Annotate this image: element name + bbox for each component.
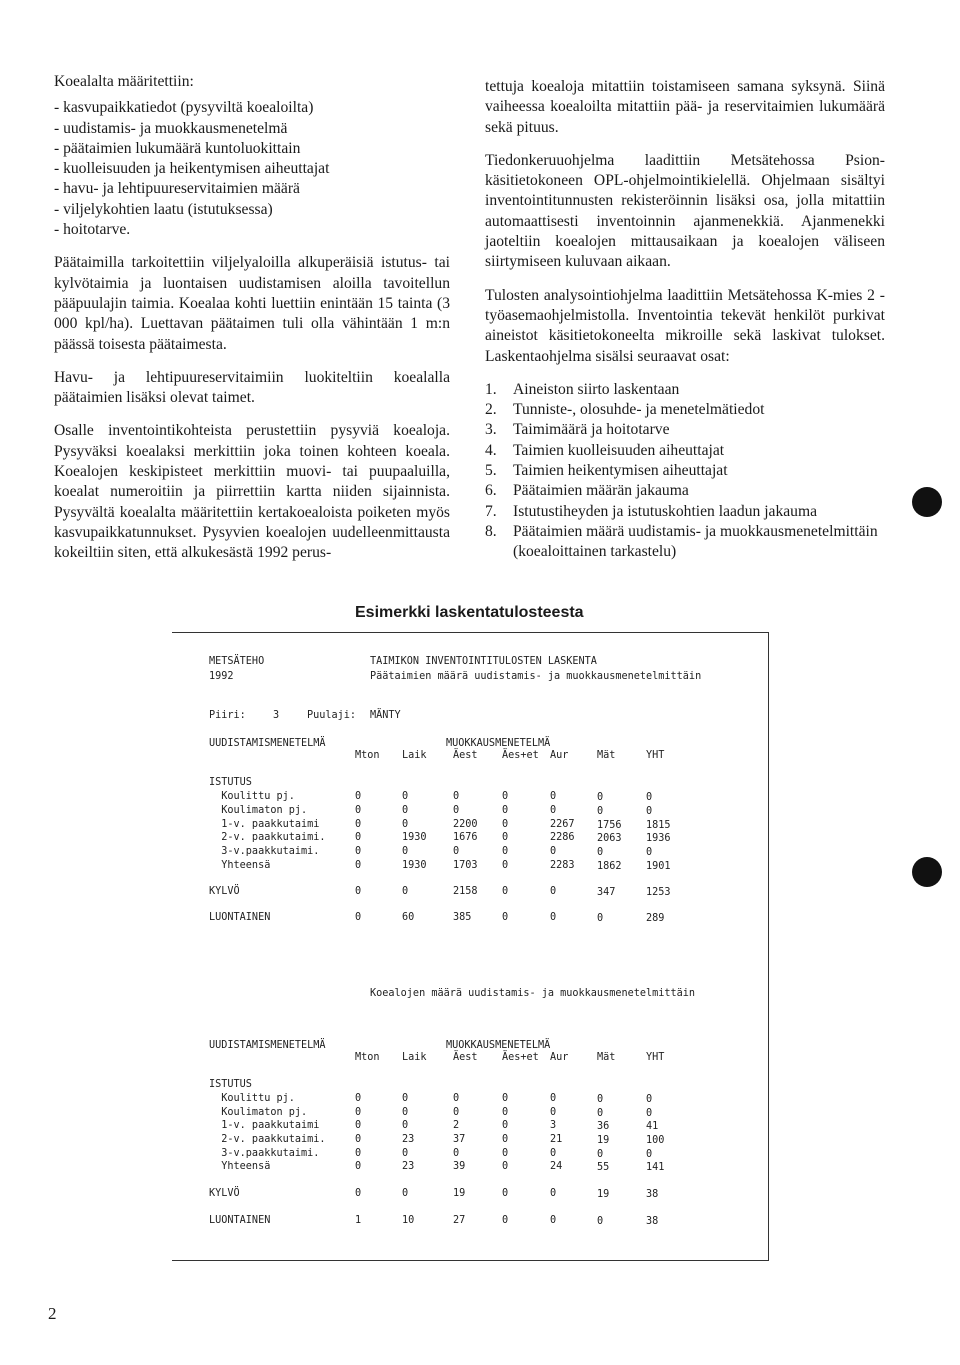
table-cell: 2286	[550, 832, 575, 843]
table-cell: 0	[502, 860, 509, 871]
table-cell: 19	[597, 1189, 610, 1200]
item-number: 3.	[485, 421, 497, 439]
table-cell: 0	[453, 1107, 460, 1118]
table-cell: 0	[550, 1148, 557, 1159]
table-cell: 0	[355, 1134, 362, 1145]
item-text: Päätaimien määrän jakauma	[513, 482, 689, 500]
table-cell: 0	[402, 1120, 409, 1131]
table-cell: 1901	[646, 861, 671, 872]
item-text: Päätaimien määrä uudistamis- ja muokkausmenetelmittäin (koealoittainen tarkastelu)	[513, 522, 878, 561]
table-cell: 0	[550, 912, 557, 923]
row-label: Koulittu pj.	[209, 791, 295, 802]
printout-title: TAIMIKON INVENTOINTITULOSTEN LASKENTA	[370, 656, 597, 667]
table-cell: 1862	[597, 861, 622, 872]
table-cell: 0	[402, 846, 409, 857]
table-cell: 0	[502, 912, 509, 923]
table-cell: 0	[355, 832, 362, 843]
table-cell: 0	[453, 805, 460, 816]
table-cell: 0	[597, 1216, 604, 1227]
row-label: ISTUTUS	[209, 1079, 252, 1090]
table-cell: 19	[453, 1188, 466, 1199]
column-header: Äest	[453, 750, 478, 761]
table-cell: 23	[402, 1161, 415, 1172]
column-header: Aur	[550, 1052, 569, 1063]
item-text: Istutustiheyden ja istutuskohtien laadun jakauma	[513, 502, 818, 520]
table-cell: 0	[453, 846, 460, 857]
table-cell: 0	[597, 847, 604, 858]
bullet-item: - kasvupaikkatiedot (pysyviltä koealoilta)	[54, 99, 314, 117]
table-cell: 27	[453, 1215, 466, 1226]
table-cell: 38	[646, 1216, 659, 1227]
paragraph-analysointi: Tulosten analysointiohjelma laadittiin Metsätehossa K-mies 2 -työasemaohjelmistolla. Inventointia tekevät henkilöt purkivat aineistot käsitietokoneelta mikroille sekä laskivat tulokset. Laskentaohjelma sisälsi seuraavat osat:	[485, 286, 885, 365]
column-header: Äes+et	[502, 1052, 539, 1063]
row-label: 1-v. paakkutaimi	[209, 819, 320, 830]
row-label: Koulittu pj.	[209, 1093, 295, 1104]
table-cell: 0	[550, 791, 557, 802]
table-cell: 141	[646, 1162, 665, 1173]
bullet-list	[54, 98, 450, 240]
table-cell: 0	[453, 1093, 460, 1104]
table-cell: 0	[355, 791, 362, 802]
table-cell: 1703	[453, 860, 478, 871]
table-cell: 60	[402, 912, 415, 923]
table-cell: 0	[597, 1094, 604, 1105]
table-cell: 2283	[550, 860, 575, 871]
numbered-item	[485, 420, 885, 440]
item-number: 2.	[485, 401, 497, 419]
table-cell: 0	[402, 819, 409, 830]
item-number: 4.	[485, 441, 497, 459]
printout-box	[172, 632, 769, 1261]
table-cell: 0	[646, 792, 653, 803]
table-cell: 1253	[646, 887, 671, 898]
table-cell: 0	[355, 846, 362, 857]
puulaji-label: Puulaji:	[307, 710, 357, 721]
column-header: YHT	[646, 750, 665, 761]
item-number: 6.	[485, 482, 497, 500]
table-cell: 0	[355, 1148, 362, 1159]
item-number: 8.	[485, 522, 497, 540]
table-cell: 1815	[646, 820, 671, 831]
table2-title: Koealojen määrä uudistamis- ja muokkausmenetelmittäin	[370, 988, 696, 999]
table-cell: 10	[402, 1215, 415, 1226]
table-cell: 100	[646, 1135, 665, 1146]
table-cell: 0	[550, 1093, 557, 1104]
table-cell: 1930	[402, 832, 427, 843]
table-cell: 0	[502, 1148, 509, 1159]
table-cell: 3	[550, 1120, 557, 1131]
table-cell: 0	[646, 1108, 653, 1119]
paragraph-tiedonkeruu: Tiedonkeruuohjelma laadittiin Metsätehossa Psion-käsitietokoneen OPL-ohjelmointikielellä. Ohjelmaan sisältyi inventointitunnusten rekisteröinnin lisäksi osa, jolla mitattiin automaattisesti inventoinnin ajanmenekkiä. Ajanmenekki jaoteltiin koealojen mittausaikaan ja koealojen väliseen siirtymiseen kuluvaan aikaan.	[485, 151, 885, 271]
table-cell: 41	[646, 1121, 659, 1132]
table-cell: 289	[646, 913, 665, 924]
table-cell: 0	[597, 1149, 604, 1160]
table-cell: 0	[355, 819, 362, 830]
table-cell: 0	[550, 805, 557, 816]
table-cell: 36	[597, 1121, 610, 1132]
table-cell: 0	[550, 1188, 557, 1199]
printout-caption: Esimerkki laskentatulosteesta	[355, 604, 584, 621]
table-cell: 0	[355, 1107, 362, 1118]
column-header: Mton	[355, 1052, 380, 1063]
table-cell: 23	[402, 1134, 415, 1145]
puulaji-value: MÄNTY	[370, 710, 401, 721]
table-cell: 0	[453, 791, 460, 802]
item-text: Aineiston siirto laskentaan	[513, 380, 680, 398]
row-label: KYLVÖ	[209, 886, 240, 897]
table-cell: 37	[453, 1134, 466, 1145]
table-cell: 1756	[597, 820, 622, 831]
row-label: Koulimaton pj.	[209, 805, 308, 816]
table2-muok-header: MUOKKAUSMENETELMÄ	[446, 1040, 551, 1051]
table2-method-header: UUDISTAMISMENETELMÄ	[209, 1040, 326, 1051]
table-cell: 0	[402, 791, 409, 802]
table-cell: 1676	[453, 832, 478, 843]
piiri-value: 3	[273, 710, 280, 721]
column-header: YHT	[646, 1052, 665, 1063]
numbered-item	[485, 461, 885, 481]
table-cell: 0	[502, 805, 509, 816]
table-cell: 0	[355, 1093, 362, 1104]
table-cell: 0	[355, 1161, 362, 1172]
piiri-label: Piiri:	[209, 710, 246, 721]
item-text: Taimien heikentymisen aiheuttajat	[513, 462, 728, 480]
org-year: 1992	[209, 671, 234, 682]
table-cell: 0	[502, 1188, 509, 1199]
table-cell: 0	[597, 1108, 604, 1119]
table-cell: 2267	[550, 819, 575, 830]
table-cell: 0	[502, 1120, 509, 1131]
column-header: Äest	[453, 1052, 478, 1063]
table-cell: 0	[502, 1134, 509, 1145]
table-cell: 2200	[453, 819, 478, 830]
row-label: 3-v.paakkutaimi.	[209, 1148, 320, 1159]
table-cell: 385	[453, 912, 472, 923]
table-cell: 0	[597, 792, 604, 803]
table-cell: 347	[597, 887, 616, 898]
numbered-item	[485, 400, 885, 420]
table-cell: 38	[646, 1189, 659, 1200]
table-cell: 0	[502, 1107, 509, 1118]
table-cell: 0	[502, 832, 509, 843]
table-cell: 0	[355, 886, 362, 897]
table-cell: 0	[502, 886, 509, 897]
numbered-list	[485, 380, 885, 563]
bullet-item: - päätaimien lukumäärä kuntoluokittain	[54, 139, 301, 157]
table-cell: 0	[502, 791, 509, 802]
numbered-item	[485, 441, 885, 461]
table-cell: 0	[402, 1188, 409, 1199]
row-label: 2-v. paakkutaimi.	[209, 1134, 326, 1145]
table-cell: 0	[597, 913, 604, 924]
row-label: Koulimaton pj.	[209, 1107, 308, 1118]
table-cell: 24	[550, 1161, 563, 1172]
table-cell: 2063	[597, 833, 622, 844]
printout-subtitle: Päätaimien määrä uudistamis- ja muokkausmenetelmittäin	[370, 671, 702, 682]
numbered-item	[485, 522, 885, 563]
column-header: Mät	[597, 1052, 616, 1063]
table-cell: 1936	[646, 833, 671, 844]
intro-text: Koealalta määritettiin:	[54, 73, 194, 90]
paragraph-pysyvat-koealat: Osalle inventointikohteista perustettiin pysyviä koealoja. Pysyväksi koealaksi merkittiin joka toinen kohteen koeala. Koealojen keskipisteet merkittiin muovi- tai puupaaluilla, koealat numeroitiin ja piirrettiin kartta niiden sijainnista. Pysyvältä koealalta määritettiin kertakoealoista poiketen myös kasvupaikkatunnukset. Pysyvien koealojen uudelleenmittausta kokeiltiin siten, että alkukesästä 1992 perus-	[54, 422, 450, 562]
row-label: 3-v.paakkutaimi.	[209, 846, 320, 857]
table-cell: 0	[355, 1120, 362, 1131]
table-cell: 39	[453, 1161, 466, 1172]
table-cell: 0	[550, 886, 557, 897]
table-cell: 0	[355, 1188, 362, 1199]
table-cell: 0	[402, 805, 409, 816]
row-label: ISTUTUS	[209, 777, 252, 788]
punch-hole-bottom	[912, 857, 942, 887]
org-name: METSÄTEHO	[209, 656, 265, 667]
table1-method-header: UUDISTAMISMENETELMÄ	[209, 738, 326, 749]
table-cell: 0	[402, 1148, 409, 1159]
row-label: Yhteensä	[209, 1161, 271, 1172]
table-cell: 0	[502, 1215, 509, 1226]
table-cell: 0	[355, 912, 362, 923]
item-number: 7.	[485, 502, 497, 520]
table-cell: 0	[355, 805, 362, 816]
item-text: Tunniste-, olosuhde- ja menetelmätiedot	[513, 401, 765, 419]
table-cell: 55	[597, 1162, 610, 1173]
page-number: 2	[48, 1304, 57, 1323]
row-label: LUONTAINEN	[209, 1215, 271, 1226]
table-cell: 0	[550, 1215, 557, 1226]
row-label: 2-v. paakkutaimi.	[209, 832, 326, 843]
column-header: Laik	[402, 1052, 427, 1063]
numbered-item	[485, 380, 885, 400]
paragraph-reservitaimet: Havu- ja lehtipuureservitaimiin luokiteltiin koealalla päätaimien lisäksi olevat taimet.	[54, 368, 450, 407]
table-cell: 0	[402, 1107, 409, 1118]
table-cell: 0	[550, 1107, 557, 1118]
item-number: 1.	[485, 380, 497, 398]
item-text: Taimien kuolleisuuden aiheuttajat	[513, 441, 725, 459]
table-cell: 2158	[453, 886, 478, 897]
table-cell: 0	[502, 846, 509, 857]
table-cell: 0	[646, 847, 653, 858]
table-cell: 1	[355, 1215, 362, 1226]
numbered-item	[485, 502, 885, 522]
table-cell: 0	[550, 846, 557, 857]
item-text: Taimimäärä ja hoitotarve	[513, 421, 670, 439]
bullet-item: - havu- ja lehtipuureservitaimien määrä	[54, 180, 300, 198]
bullet-item: - uudistamis- ja muokkausmenetelmä	[54, 119, 288, 137]
row-label: 1-v. paakkutaimi	[209, 1120, 320, 1131]
table-cell: 0	[502, 1093, 509, 1104]
paragraph-continuation: tettuja koealoja mitattiin toistamiseen samana syksynä. Siinä vaiheessa koealoilta mitattiin pää- ja reservitaimien lukumäärä sekä pituus.	[485, 78, 885, 136]
column-header: Mton	[355, 750, 380, 761]
punch-hole-top	[912, 487, 942, 517]
table-cell: 0	[402, 1093, 409, 1104]
table-cell: 0	[402, 886, 409, 897]
row-label: KYLVÖ	[209, 1188, 240, 1199]
bullet-item: - hoitotarve.	[54, 221, 131, 239]
column-header: Laik	[402, 750, 427, 761]
row-label: Yhteensä	[209, 860, 271, 871]
table-cell: 0	[597, 806, 604, 817]
row-label: LUONTAINEN	[209, 912, 271, 923]
table-cell: 0	[355, 860, 362, 871]
paragraph-paataimet: Päätaimilla tarkoitettiin viljelyaloilla alkuperäisiä istutus- tai kylvötaimia ja luontaisen uudistamisen aloilla tavoitellun pääpuulajin taimia. Koealaa kohti luettiin enintään 15 tainta (3 000 kpl/ha). Luettavan päätaimen tuli olla vähintään 1 m:n päässä toisesta päätaimesta.	[54, 254, 450, 353]
column-header: Äes+et	[502, 750, 539, 761]
column-header: Mät	[597, 750, 616, 761]
table-cell: 21	[550, 1134, 563, 1145]
item-number: 5.	[485, 462, 497, 480]
table-cell: 0	[502, 819, 509, 830]
left-column	[54, 72, 450, 577]
table-cell: 2	[453, 1120, 460, 1131]
numbered-item	[485, 481, 885, 501]
table-cell: 0	[453, 1148, 460, 1159]
table-cell: 1930	[402, 860, 427, 871]
table1-muok-header: MUOKKAUSMENETELMÄ	[446, 738, 551, 749]
column-header: Aur	[550, 750, 569, 761]
table-cell: 0	[646, 806, 653, 817]
table-cell: 0	[502, 1161, 509, 1172]
right-column	[485, 77, 885, 563]
table-cell: 0	[646, 1094, 653, 1105]
bullet-item: - viljelykohtien laatu (istutuksessa)	[54, 200, 273, 218]
bullet-item: - kuolleisuuden ja heikentymisen aiheuttajat	[54, 160, 330, 178]
table-cell: 0	[646, 1149, 653, 1160]
table-cell: 19	[597, 1135, 610, 1146]
